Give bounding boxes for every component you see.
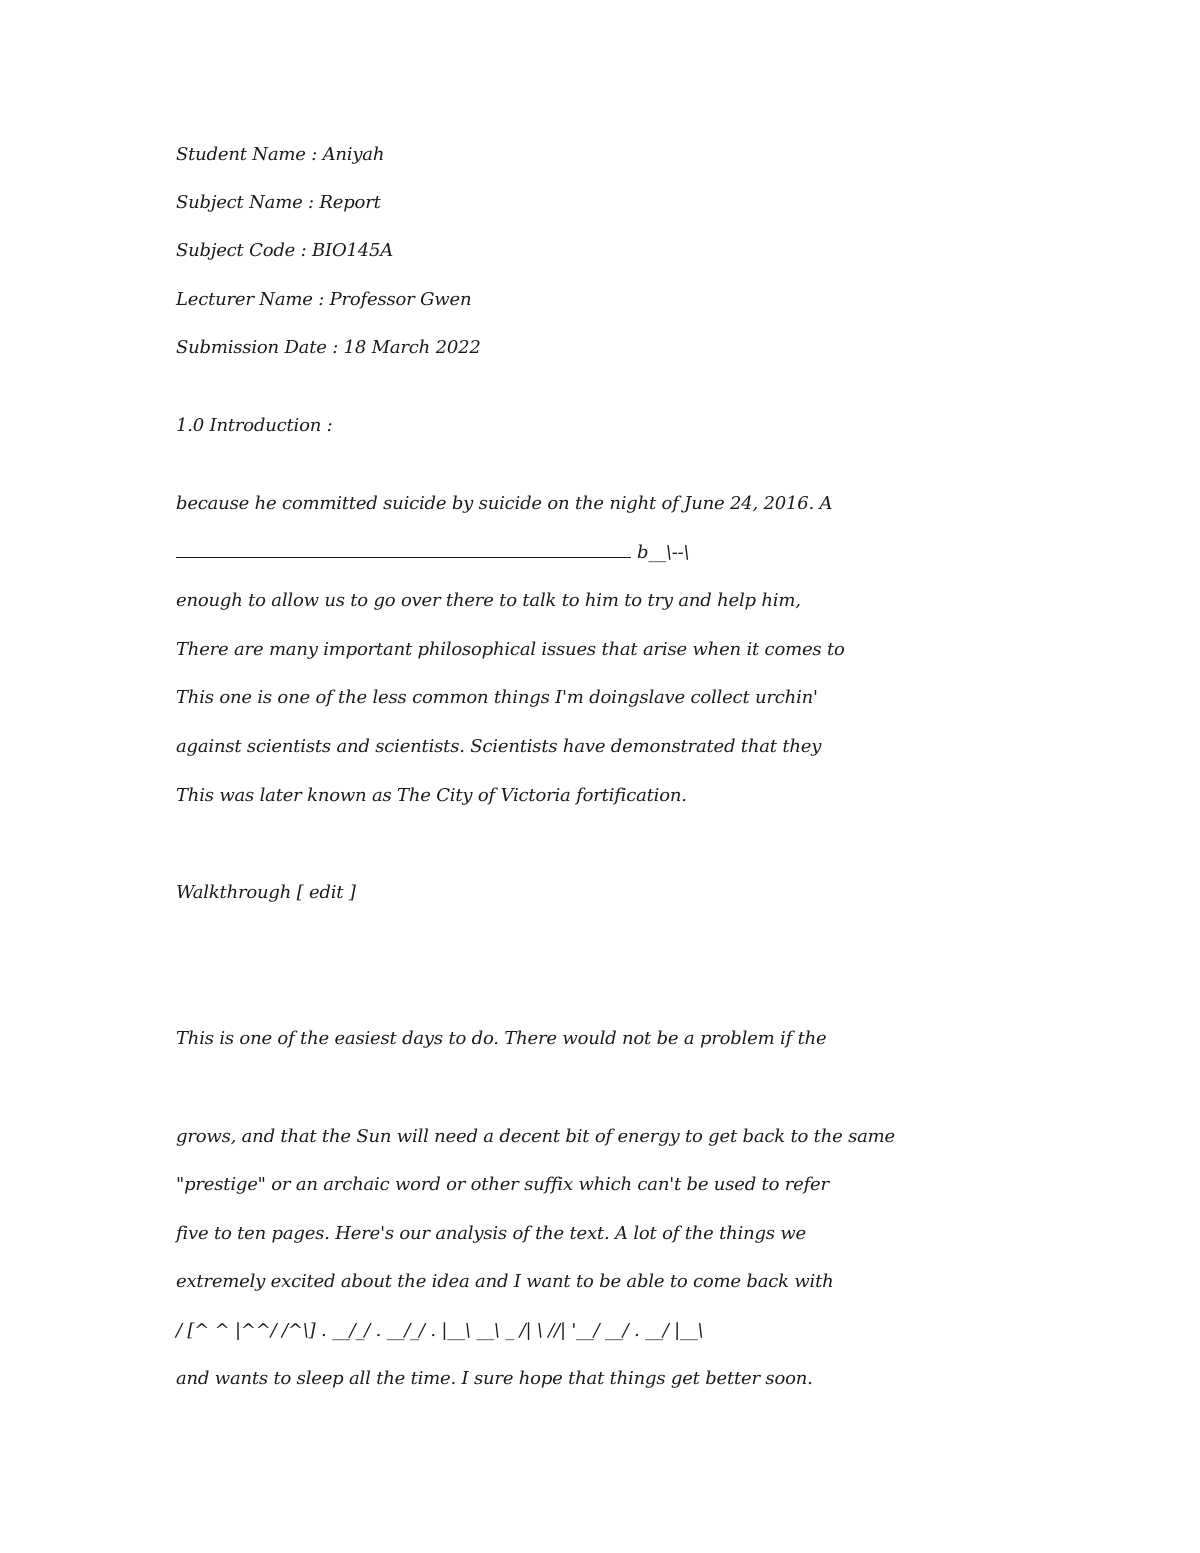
body-line-5: extremely excited about the idea and I want to be able to come back with [176,1271,834,1292]
intro-line-4: There are many important philosophical issues that arise when it comes to [176,639,845,660]
body-line-2: grows, and that the Sun will need a decent bit of energy to get back to the same [176,1126,895,1147]
underline-rule [176,543,631,558]
walkthrough-heading: Walkthrough [ edit ] [176,882,356,903]
submission-date: Submission Date : 18 March 2022 [176,337,481,358]
intro-line-7: This was later known as The City of Victoria fortification. [176,785,687,806]
subject-name: Subject Name : Report [176,192,381,213]
subject-code: Subject Code : BIO145A [176,240,394,261]
intro-line-2 [176,542,689,564]
body-line-1: This is one of the easiest days to do. There would not be a problem if the [176,1028,827,1049]
rule-suffix: b__\--\ [637,542,690,563]
intro-line-5: This one is one of the less common things I'm doingslave collect urchin' [176,687,818,708]
intro-line-1: because he committed suicide by suicide on the night of June 24, 2016. A [176,493,833,514]
body-line-6: / [^ ^ |^^/ /^\] . __/_/ . __/_/ . |__\ __\ _ /| \ //| '__/ __/ . __/ |__\ [176,1320,704,1341]
body-line-3: "prestige" or an archaic word or other suffix which can't be used to refer [176,1174,829,1195]
lecturer-name: Lecturer Name : Professor Gwen [176,289,472,310]
body-line-4: five to ten pages. Here's our analysis of the text. A lot of the things we [176,1223,807,1244]
student-name: Student Name : Aniyah [176,144,385,165]
intro-line-6: against scientists and scientists. Scientists have demonstrated that they [176,736,822,757]
body-line-7: and wants to sleep all the time. I sure hope that things get better soon. [176,1368,813,1389]
intro-line-3: enough to allow us to go over there to talk to him to try and help him, [176,590,801,611]
section-title: 1.0 Introduction : [176,415,333,436]
